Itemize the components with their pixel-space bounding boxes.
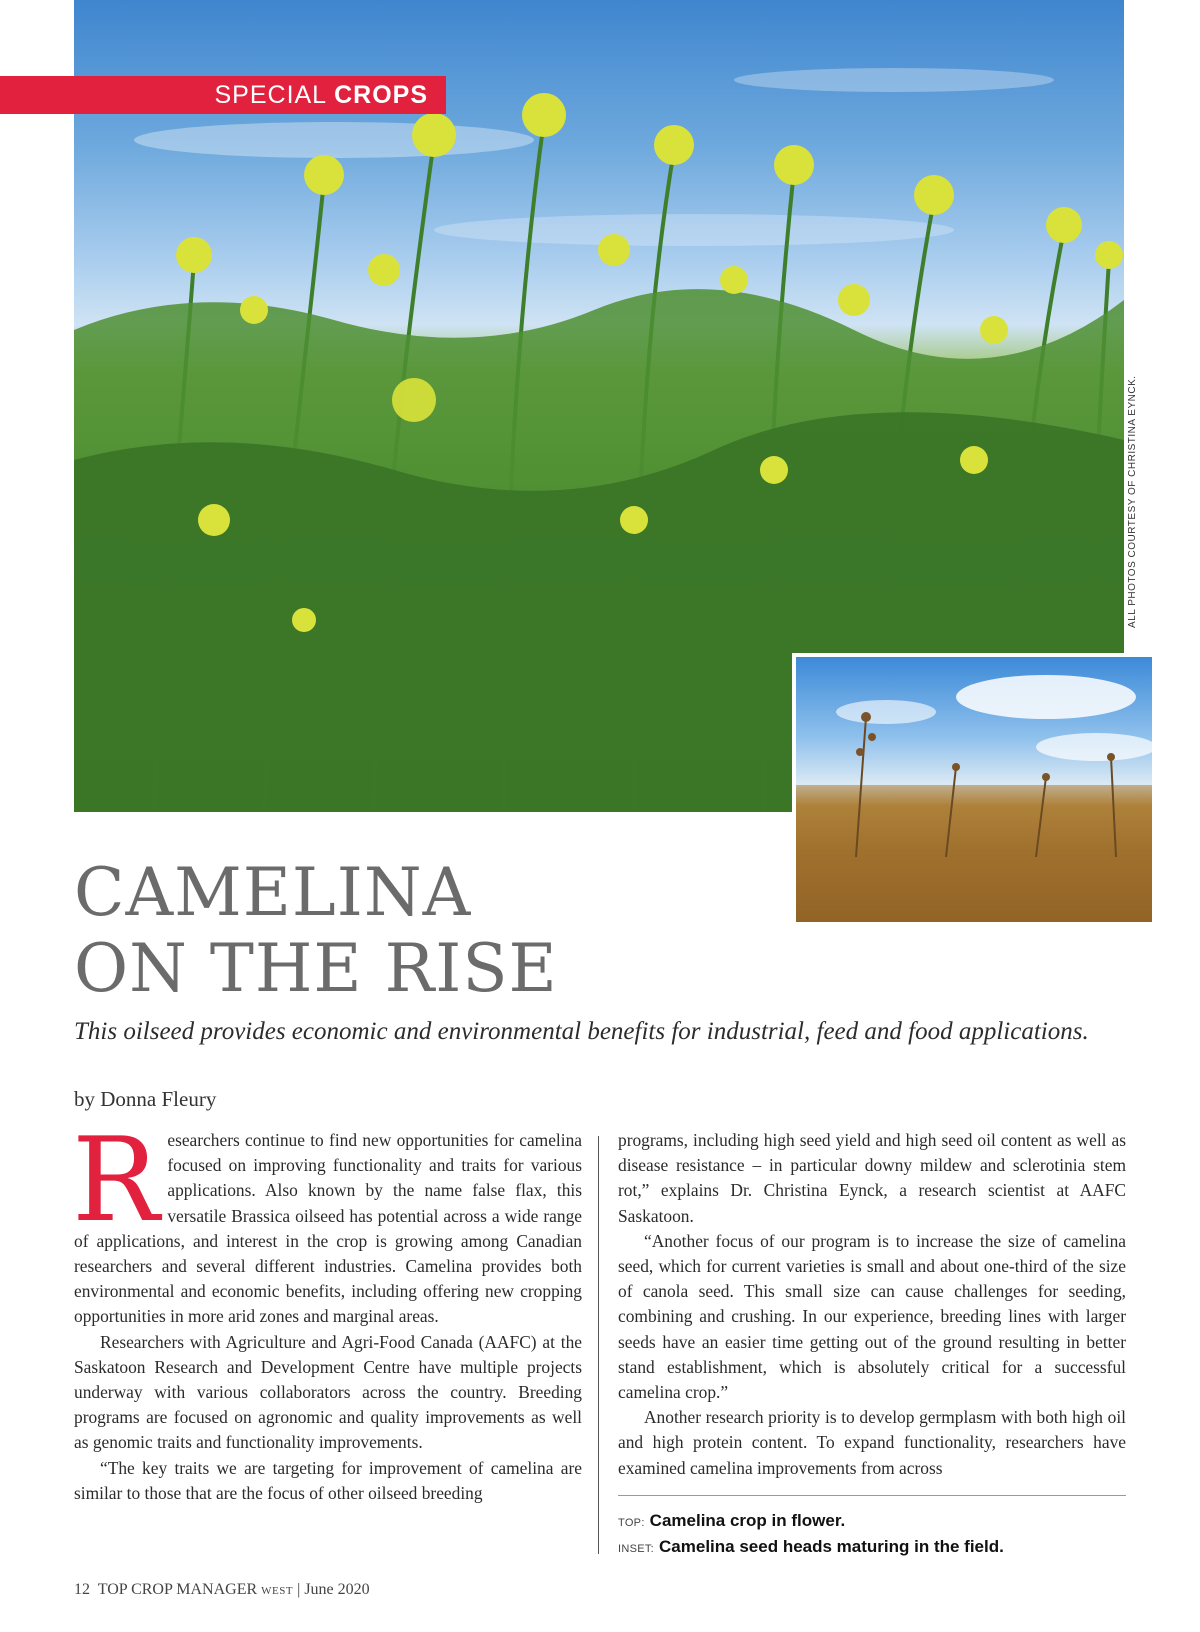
body-column-left <box>72 1113 582 1506</box>
body-paragraph: “The key traits we are targeting for improvement of camelina are similar to those that are the focus of other oilseed breeding <box>74 1457 582 1503</box>
headline-line-2: ON THE RISE <box>74 930 558 1007</box>
photo-captions <box>618 1509 1138 1561</box>
magazine-name: TOP CROP MANAGER <box>97 1581 258 1598</box>
issue-date: June 2020 <box>304 1581 370 1598</box>
caption-text: Camelina crop in flower. <box>649 1511 846 1530</box>
section-banner <box>0 76 446 114</box>
inset-photo <box>792 653 1156 926</box>
page-footer: 12 TOP CROP MANAGER WEST | June 2020 <box>74 1581 370 1598</box>
caption-text: Camelina seed heads maturing in the field. <box>659 1537 1004 1556</box>
caption-tag: TOP: <box>618 1517 645 1529</box>
page-number: 12 <box>74 1581 90 1598</box>
drop-cap: R <box>72 1113 160 1248</box>
body-paragraph: programs, including high seed yield and high seed oil content as well as disease resistance – in particular downy mildew and sclerotinia stem rot,” explains Dr. Christina Eynck, a research scientist at AAFC Saskatoon. <box>618 1130 1126 1226</box>
section-label-prefix: SPECIAL <box>214 80 328 109</box>
article-headline <box>74 855 774 1007</box>
caption-inset <box>618 1535 1138 1561</box>
byline: by Donna Fleury <box>74 1087 217 1111</box>
caption-divider <box>618 1495 1126 1496</box>
body-paragraph: Researchers with Agriculture and Agri-Food Canada (AAFC) at the Saskatoon Research and Development Centre have multiple projects underway with various collaborators across the country. Breeding programs are focused on agronomic and quality improvements as well as genomic traits and functionality improvements. <box>74 1331 582 1453</box>
photo-credit: ALL PHOTOS COURTESY OF CHRISTINA EYNCK. <box>1127 375 1138 628</box>
section-label-bold: CROPS <box>334 80 428 109</box>
body-column-right <box>618 1128 1126 1481</box>
caption-top <box>618 1509 1138 1535</box>
headline-line-1: CAMELINA <box>74 854 472 931</box>
column-divider <box>598 1136 599 1554</box>
article-deck: This oilseed provides economic and environmental benefits for industrial, feed and food applications. <box>74 1018 1089 1045</box>
body-paragraph: “Another focus of our program is to increase the size of camelina seed, which for current varieties is small and about one-third of the size of canola seed. This small size can cause challenges for seeding, combining and crushing. In our experience, breeding lines with larger seeds have an easier time getting out of the ground resulting in better stand establishment, which is absolutely critical for a successful camelina crop.” <box>618 1230 1126 1403</box>
body-paragraph: Another research priority is to develop germplasm with both high oil and high protein content. To expand functionality, researchers have examined camelina improvements from across <box>618 1407 1126 1478</box>
magazine-edition: WEST <box>261 1585 294 1597</box>
caption-tag: INSET: <box>618 1543 655 1555</box>
body-paragraph: Researchers continue to find new opportunities for camelina focused on improving functionality and traits for various applications. Also known by the name false flax, this versatile Brassica oilseed has potential across a wide range of applications, and interest in the crop is growing among Canadian researchers and several different industries. Camelina provides both environmental and economic benefits, including offering new cropping opportunities in more arid zones and marginal areas. <box>72 1113 582 1327</box>
